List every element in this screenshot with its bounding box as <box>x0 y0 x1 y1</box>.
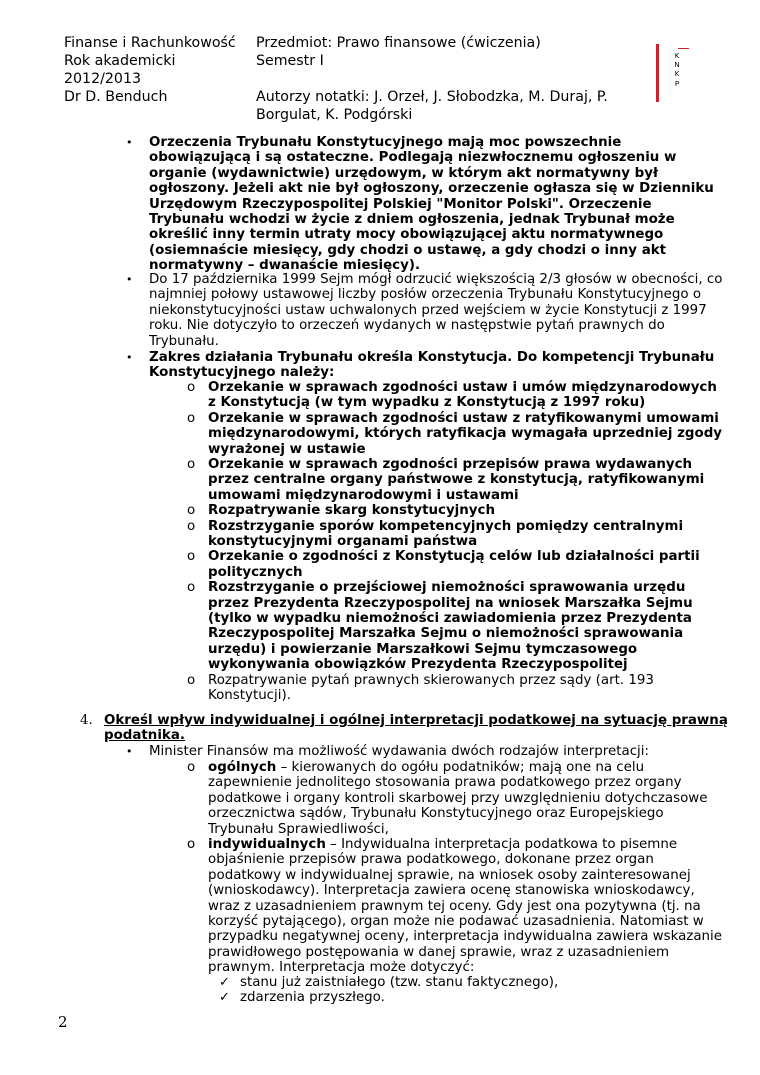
text-line: Trybunału Sprawiedliwości, <box>208 821 389 837</box>
sub-bullet-marker: o <box>187 457 196 472</box>
competence-item <box>208 673 654 704</box>
text-line: roku. Nie dotyczyło to orzeczeń wydanych w następstwie pytań prawnych do <box>149 318 665 334</box>
interpretation-general-lead: – kierowanych do ogółu podatników; mają one na celu <box>276 760 645 775</box>
text-line: wyrażonej w ustawie <box>208 441 366 457</box>
text-line: Urzędowym Rzeczypospolitej Polskiej "Monitor Polski". Orzeczenie <box>149 196 652 212</box>
page-number: 2 <box>58 1013 68 1031</box>
text-line: podatkowy w indywidualnej sprawie, na wniosek osoby zainteresowanej <box>208 867 691 883</box>
sub-bullet-marker: o <box>187 380 196 395</box>
check-icon: ✓ <box>219 975 230 990</box>
text-line: prawnym. Interpretacja może dotyczyć: <box>208 960 475 976</box>
bullet-marker: • <box>126 351 133 364</box>
text-line: Trybunału. <box>149 333 219 349</box>
text-line: wraz z uzasadnieniem prawnym tej oceny. Gdy jest ona pozytywna (tj. na <box>208 898 701 914</box>
text-line: Orzekanie w sprawach zgodności ustaw i umów międzynarodowych <box>208 380 717 395</box>
text-line: korzyść pytającego), organ może nie podawać uzasadnienia. Natomiast w <box>208 914 704 930</box>
logo-bar <box>656 44 659 102</box>
text-line: Orzekanie w sprawach zgodności ustaw z ratyfikowanymi umowami <box>208 410 719 426</box>
competence-item <box>208 549 700 580</box>
question-heading <box>104 713 728 744</box>
check-item: zdarzenia przyszłego. <box>240 990 385 1005</box>
text-line: przypadku negatywnej oceny, interpretacja indywidualna zawiera wskazanie <box>208 929 722 945</box>
sub-bullet-marker: o <box>187 410 196 426</box>
text-line: Określ wpływ indywidualnej i ogólnej interpretacji podatkowej na sytuację prawną <box>104 713 728 728</box>
text-line: przez centralne organy państwowe z konstytucją, ratyfikowanymi <box>208 472 705 488</box>
text-line: Rozstrzyganie sporów kompetencyjnych pomiędzy centralnymi <box>208 518 684 534</box>
text-line: przez Prezydenta Rzeczypospolitej na wniosek Marszałka Sejmu <box>208 595 693 611</box>
text-line: Rozstrzyganie o przejściowej niemożności sprawowania urzędu <box>208 580 686 596</box>
text-line: Orzekanie w sprawach zgodności przepisów prawa wydawanych <box>208 457 693 472</box>
text-line: (wnioskodawcy). Interpretacja zawiera ocenę stanowiska wnioskodawcy, <box>208 883 695 899</box>
knkp-logo <box>654 44 694 104</box>
text-line: Orzeczenia Trybunału Konstytucyjnego mają moc powszechnie <box>149 135 622 150</box>
header-right-line <box>256 70 608 88</box>
header-right-line: Semestr I <box>256 53 324 69</box>
header-left-line: Dr D. Benduch <box>64 89 168 105</box>
text-line: Trybunału wchodzi w życie z dniem ogłoszenia, jednak Trybunał może <box>149 212 675 228</box>
text-line: podatnika. <box>104 728 185 744</box>
competence-item <box>208 519 683 550</box>
interpretation-general <box>208 760 707 837</box>
text-line: objaśnienie przepisów prawa podatkowego, dokonane przez organ <box>208 852 654 868</box>
header-left <box>64 34 236 106</box>
competence-item <box>208 580 693 672</box>
interpretation-general-term: ogólnych <box>208 760 277 775</box>
text-line: określić inny termin utraty mocy obowiązującej aktu normatywnego <box>149 227 664 243</box>
logo-letter: N <box>674 61 680 70</box>
text-line: normatywny – dwanaście miesięcy). <box>149 258 421 274</box>
text-line: obowiązującą i są ostateczne. Podlegają niezwłocznemu ogłoszeniu w <box>149 150 677 166</box>
text-line: Rozpatrywanie pytań prawnych skierowanych przez sądy (art. 193 <box>208 672 654 688</box>
bullet-marker: • <box>126 745 133 758</box>
text-line: z Konstytucją (w tym wypadku z Konstytucją z 1997 roku) <box>208 395 646 411</box>
header-left-line: 2012/2013 <box>64 71 141 87</box>
competence-item <box>208 503 495 518</box>
text-line: wykonywania obowiązków Prezydenta Rzeczypospolitej <box>208 657 628 673</box>
bullet-paragraph <box>149 350 714 381</box>
competence-item <box>208 411 722 457</box>
text-line: organie (wydawnictwie) urzędowym, w którym akt normatywny był <box>149 165 658 181</box>
text-line: podatkowe i organy kontroli skarbowej przy uwzględnieniu dotychczasowe <box>208 790 708 806</box>
interpretation-individual <box>208 837 722 976</box>
bullet-marker: • <box>126 273 133 286</box>
text-line <box>208 760 707 775</box>
text-line: konstytucyjnymi organami państwa <box>208 534 478 549</box>
sub-bullet-marker: o <box>187 580 196 596</box>
check-icon: ✓ <box>219 990 230 1005</box>
bullet-paragraph <box>149 135 714 274</box>
header-right-line: Przedmiot: Prawo finansowe (ćwiczenia) <box>256 35 541 51</box>
question-number: 4. <box>80 713 93 728</box>
text-line: Konstytucji). <box>208 688 291 703</box>
text-line: ogłoszony. Jeżeli akt nie był ogłoszony, orzeczenie ogłasza się w Dzienniku <box>149 181 714 197</box>
text-line: Do 17 października 1999 Sejm mógł odrzucić większością 2/3 głosów w obecności, co <box>149 272 723 287</box>
text-line: Rzeczypospolitej Marszałka Sejmu o niemożności sprawowania <box>208 626 684 642</box>
minister-paragraph: Minister Finansów ma możliwość wydawania dwóch rodzajów interpretacji: <box>149 744 650 759</box>
logo-letter: K <box>674 70 680 79</box>
header-right-line: Autorzy notatki: J. Orzeł, J. Słobodzka, M. Duraj, P. <box>256 89 608 105</box>
text-line: Zakres działania Trybunału określa Konstytucja. Do kompetencji Trybunału <box>149 350 715 365</box>
text-line: Konstytucyjnego należy: <box>149 365 335 381</box>
sub-bullet-marker: o <box>187 503 196 519</box>
logo-letter: K <box>674 52 680 60</box>
text-line: Orzekanie o zgodności z Konstytucją celów lub działalności partii <box>208 549 700 565</box>
text-line: zapewnienie jednolitego stosowania prawa podatkowego przez organy <box>208 775 682 791</box>
text-line: Rozpatrywanie skarg konstytucyjnych <box>208 503 495 519</box>
text-line: (tylko w wypadku niemożności zawiadomienia przez Prezydenta <box>208 611 692 626</box>
competence-item <box>208 457 704 503</box>
text-line: prawidłowego postępowania w danej sprawie, wraz z uzasadnieniem <box>208 944 669 960</box>
competence-item <box>208 380 717 411</box>
bullet-marker: • <box>126 136 133 149</box>
text-line: niekonstytucyjności ustaw uchwalonych przed wejściem w życie Konstytucji z 1997 <box>149 302 707 318</box>
interpretation-individual-term: indywidualnych <box>208 837 326 852</box>
text-line: urzędu) i powierzanie Marszałkowi Sejmu tymczasowego <box>208 641 638 657</box>
text-line: najmniej połowy ustawowej liczby posłów orzeczenia Trybunału Konstytucyjnego o <box>149 287 702 303</box>
text-line: orzecznictwa sądów, Trybunału Konstytucyjnego oraz Europejskiego <box>208 806 664 822</box>
sub-bullet-marker: o <box>187 760 196 775</box>
header-right <box>256 34 608 124</box>
text-line: międzynarodowymi, których ratyfikacja wymagała uprzedniej zgody <box>208 426 723 442</box>
logo-line <box>678 48 689 49</box>
check-item: stanu już zaistniałego (tzw. stanu faktycznego), <box>240 975 559 990</box>
header-left-line: Finanse i Rachunkowość <box>64 35 236 51</box>
header-left-line: Rok akademicki <box>64 53 176 69</box>
logo-letters <box>672 52 682 89</box>
sub-bullet-marker: o <box>187 837 196 852</box>
text-line: politycznych <box>208 564 303 580</box>
header-right-line: Borgulat, K. Podgórski <box>256 107 413 123</box>
text-line: umowami międzynarodowymi i ustawami <box>208 487 519 503</box>
bullet-paragraph <box>149 272 722 349</box>
logo-letter: P <box>674 79 680 88</box>
sub-bullet-marker: o <box>187 518 196 534</box>
text-line <box>208 837 722 852</box>
sub-bullet-marker: o <box>187 549 196 565</box>
interpretation-individual-lead: – Indywidualna interpretacja podatkowa to pisemne <box>325 837 678 852</box>
text-line: (osiemnaście miesięcy, gdy chodzi o ustawę, a gdy chodzi o inny akt <box>149 242 667 258</box>
sub-bullet-marker: o <box>187 672 196 688</box>
